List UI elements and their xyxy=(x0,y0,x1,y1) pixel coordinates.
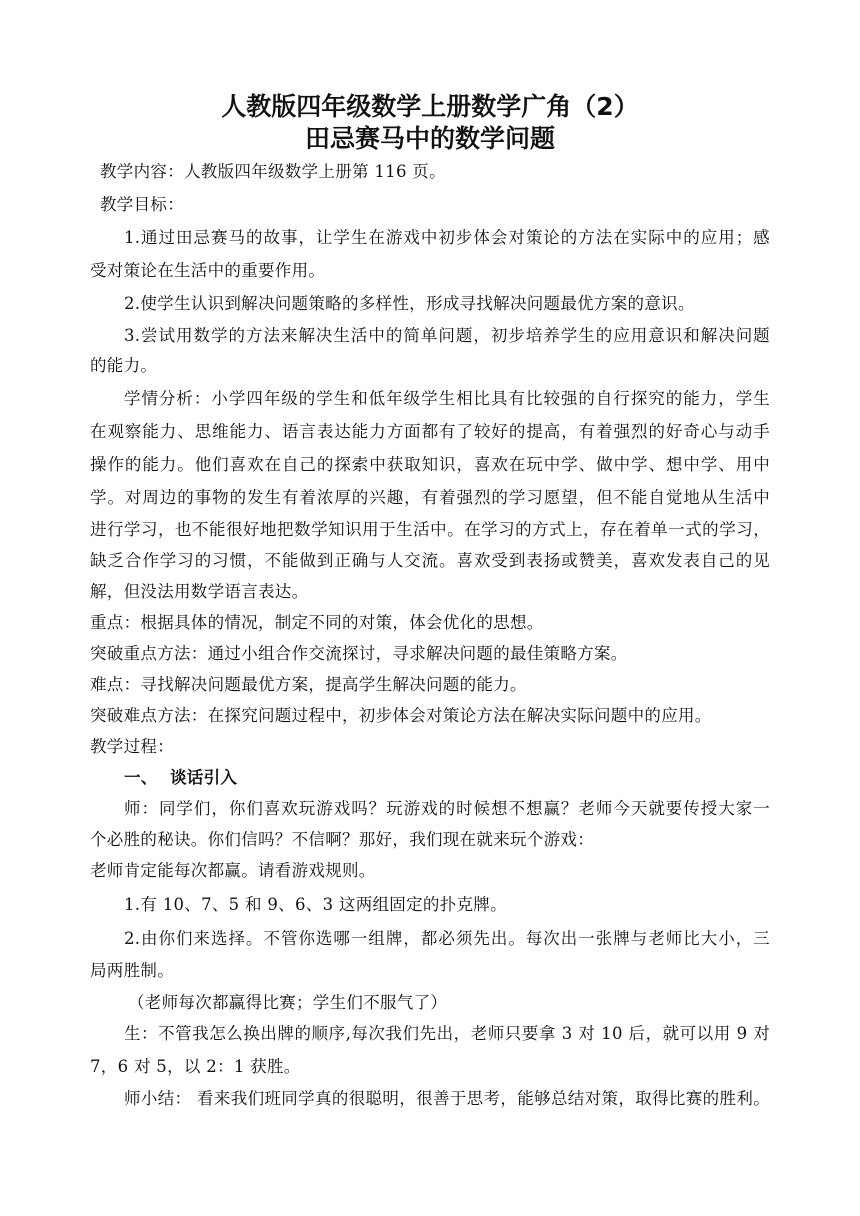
analysis-line-5: 进行学习，也不能很好地把数学知识用于生活中。在学习的方式上，存在着单一式的学习， xyxy=(90,520,770,539)
document-title: 人教版四年级数学上册数学广角（2） xyxy=(221,92,639,121)
student-reply-line-2: 7，6 对 5，以 2：1 获胜。 xyxy=(90,1057,301,1076)
goal-1-line-1: 1.通过田忌赛马的故事，让学生在游戏中初步体会对策论的方法在实际中的应用；感 xyxy=(124,228,770,247)
student-reply-line-1: 生：不管我怎么换出牌的顺序,每次我们先出，老师只要拿 3 对 10 后，就可以用 9 对 xyxy=(124,1024,770,1043)
stage-note: （老师每次都赢得比赛；学生们不服气了） xyxy=(128,993,448,1012)
rule-2-line-2: 局两胜制。 xyxy=(90,961,174,980)
teacher-intro-line-1: 师：同学们，你们喜欢玩游戏吗？玩游戏的时候想不想赢？老师今天就要传授大家一 xyxy=(124,799,770,818)
section-1-number: 一、 xyxy=(124,768,158,787)
teacher-summary: 师小结： 看来我们班同学真的很聪明，很善于思考，能够总结对策，取得比赛的胜利。 xyxy=(124,1089,770,1108)
teacher-intro-line-2: 个必胜的秘诀。你们信吗？不信啊？那好，我们现在就来玩个游戏： xyxy=(90,830,594,849)
analysis-line-4: 学。对周边的事物的发生有着浓厚的兴趣，有着强烈的学习愿望，但不能自觉地从生活中 xyxy=(90,488,770,507)
rule-1: 1.有 10、7、5 和 9、6、3 这两组固定的扑克牌。 xyxy=(124,895,507,914)
goal-1-line-2: 受对策论在生活中的重要作用。 xyxy=(90,261,326,280)
section-1-title: 谈话引入 xyxy=(170,768,238,787)
analysis-line-7: 解，但没法用数学语言表达。 xyxy=(90,582,309,601)
goal-3-line-1: 3.尝试用数学的方法来解决生活中的简单问题，初步培养学生的应用意识和解决问题 xyxy=(124,326,770,345)
analysis-line-3: 操作的能力。他们喜欢在自己的探索中获取知识，喜欢在玩中学、做中学、想中学、用中 xyxy=(90,455,770,474)
analysis-line-1: 学情分析：小学四年级的学生和低年级学生相比具有比较强的自行探究的能力，学生 xyxy=(124,389,770,408)
difficulty: 难点：寻找解决问题最优方案，提高学生解决问题的能力。 xyxy=(90,675,527,694)
analysis-line-2: 在观察能力、思维能力、语言表达能力方面都有了较好的提高，有着强烈的好奇心与动手 xyxy=(90,422,770,441)
key-point-method: 突破重点方法：通过小组合作交流探讨，寻求解决问题的最佳策略方案。 xyxy=(90,644,628,663)
teaching-goals-label: 教学目标： xyxy=(100,195,184,214)
document-subtitle: 田忌赛马中的数学问题 xyxy=(304,124,555,153)
key-point: 重点：根据具体的情况，制定不同的对策，体会优化的思想。 xyxy=(90,613,544,632)
difficulty-method: 突破难点方法：在探究问题过程中，初步体会对策论方法在解决实际问题中的应用。 xyxy=(90,706,712,725)
teaching-content: 教学内容：人教版四年级数学上册第 116 页。 xyxy=(100,162,446,181)
analysis-line-6: 缺乏合作学习的习惯，不能做到正确与人交流。喜欢受到表扬或赞美，喜欢发表自己的见 xyxy=(90,551,770,570)
process-label: 教学过程： xyxy=(90,737,174,756)
teacher-intro-line-3: 老师肯定能每次都赢。请看游戏规则。 xyxy=(90,861,376,880)
rule-2-line-1: 2.由你们来选择。不管你选哪一组牌，都必须先出。每次出一张牌与老师比大小，三 xyxy=(124,929,770,948)
goal-2: 2.使学生认识到解决问题策略的多样性，形成寻找解决问题最优方案的意识。 xyxy=(124,294,695,313)
goal-3-line-2: 的能力。 xyxy=(90,356,158,375)
